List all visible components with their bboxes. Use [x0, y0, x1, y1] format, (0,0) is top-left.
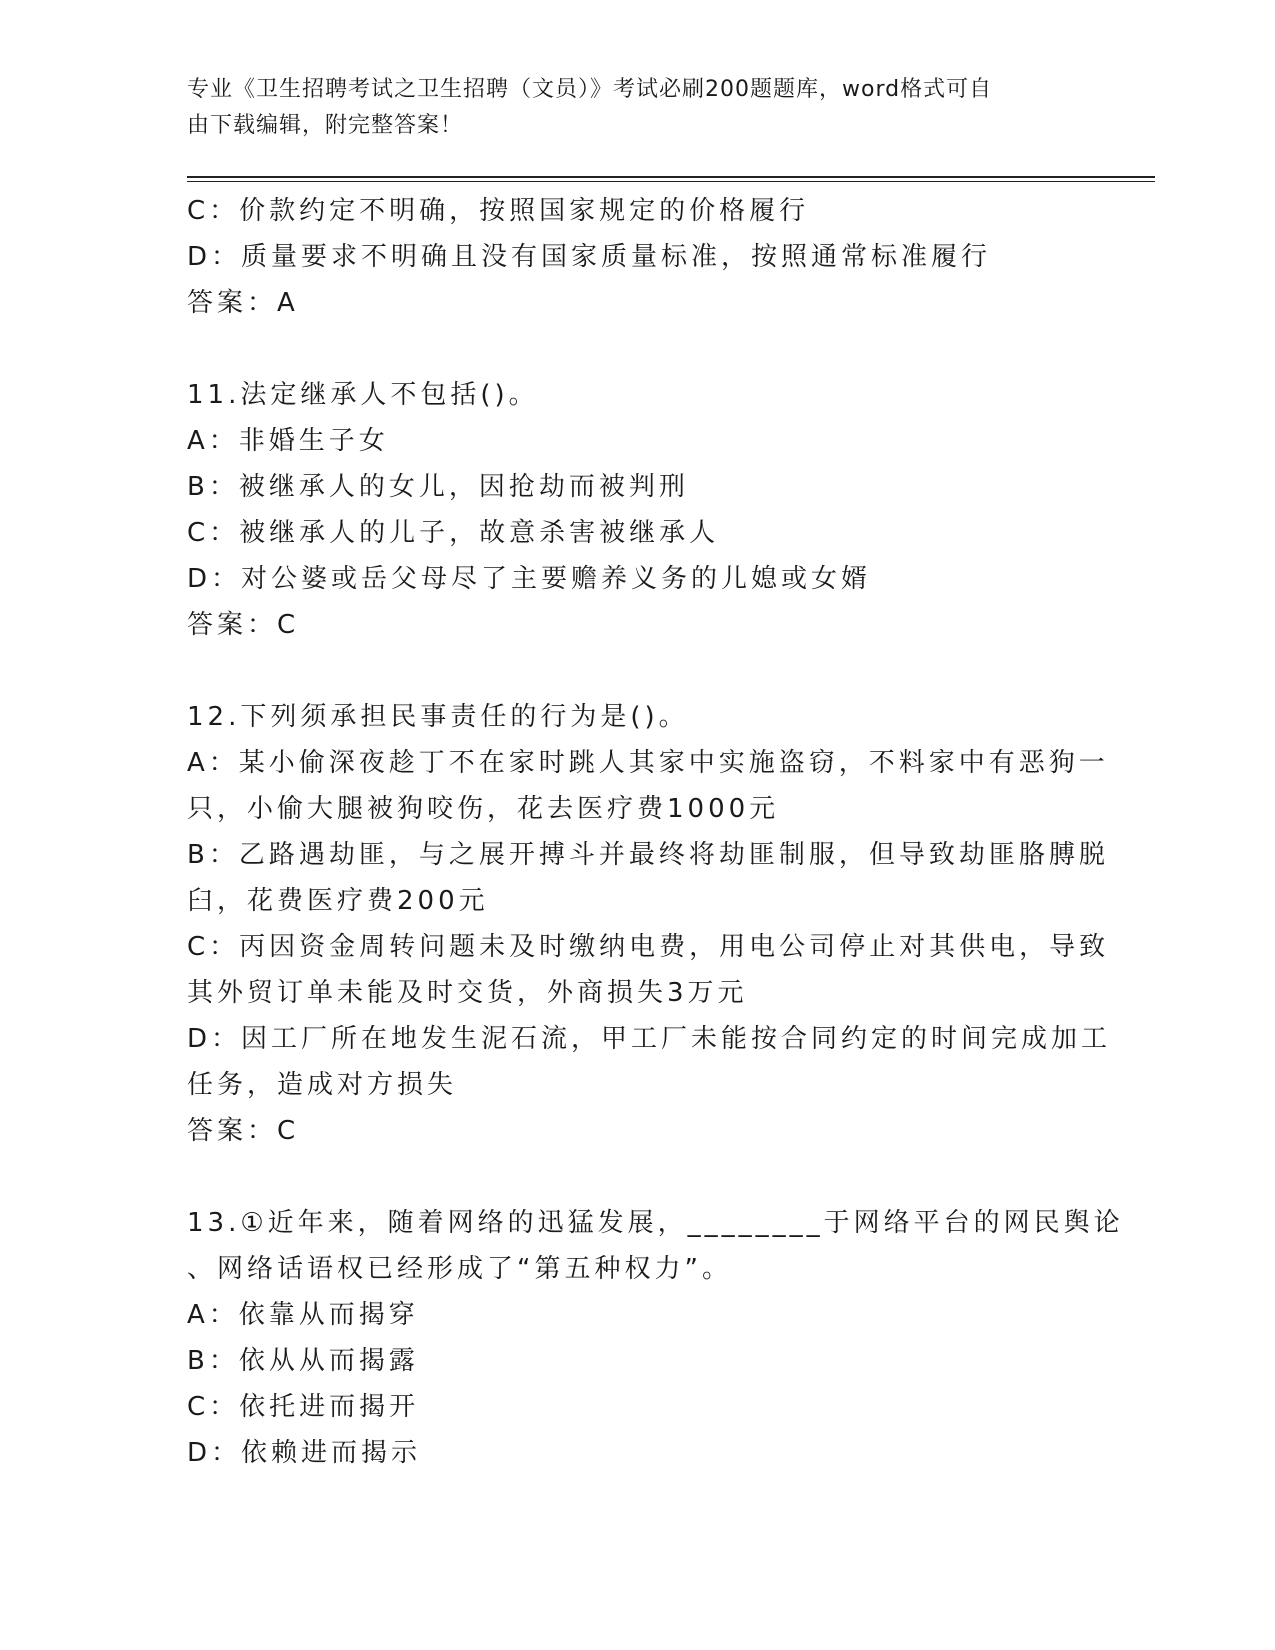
q11-option-a: A：非婚生子女 [187, 426, 389, 456]
question-content [187, 188, 1124, 1476]
q12-option-c-line-1: C：丙因资金周转问题未及时缴纳电费，用电公司停止对其供电，导致 [187, 932, 1110, 962]
q10-answer: 答案：A [187, 288, 299, 318]
spacer [187, 326, 1087, 372]
q13-option-d: D：依赖进而揭示 [187, 1438, 422, 1468]
spacer [187, 648, 1087, 694]
question-10-tail [187, 188, 1087, 326]
q12-option-b-line-1: B：乙路遇劫匪，与之展开搏斗并最终将劫匪制服，但导致劫匪胳膊脱 [187, 840, 1109, 870]
q12-option-b-line-2: 臼，花费医疗费200元 [187, 886, 489, 916]
q13-option-b: B：依从从而揭露 [187, 1346, 419, 1376]
q12-option-c-line-2: 其外贸订单未能及时交货，外商损失3万元 [187, 978, 748, 1008]
q13-stem-line-2: 、网络话语权已经形成了“第五种权力”。 [187, 1254, 732, 1284]
q11-answer: 答案：C [187, 610, 300, 640]
q12-answer: 答案：C [187, 1116, 300, 1146]
header-divider [187, 176, 1155, 182]
q10-option-c: C：价款约定不明确，按照国家规定的价格履行 [187, 196, 810, 226]
q12-stem: 12.下列须承担民事责任的行为是()。 [187, 702, 689, 732]
q11-option-c: C：被继承人的儿子，故意杀害被继承人 [187, 518, 720, 548]
question-11 [187, 372, 1087, 648]
question-13 [187, 1200, 1124, 1476]
q12-option-a-line-2: 只，小偷大腿被狗咬伤，花去医疗费1000元 [187, 794, 780, 824]
header-title-line-1: 专业《卫生招聘考试之卫生招聘（文员）》考试必刷200题题库，word格式可自 [187, 77, 993, 102]
q13-option-c: C：依托进而揭开 [187, 1392, 420, 1422]
q10-option-d: D：质量要求不明确且没有国家质量标准，按照通常标准履行 [187, 242, 992, 272]
spacer [187, 1154, 1087, 1200]
question-12 [187, 694, 1112, 1154]
document-header [187, 72, 1067, 144]
q11-option-b: B：被继承人的女儿，因抢劫而被判刑 [187, 472, 689, 502]
q13-option-a: A：依靠从而揭穿 [187, 1300, 419, 1330]
q11-stem: 11.法定继承人不包括()。 [187, 380, 539, 410]
q12-option-d-line-1: D：因工厂所在地发生泥石流，甲工厂未能按合同约定的时间完成加工 [187, 1024, 1112, 1054]
q11-option-d: D：对公婆或岳父母尽了主要赡养义务的儿媳或女婿 [187, 564, 872, 594]
q12-option-a-line-1: A：某小偷深夜趁丁不在家时跳人其家中实施盗窃，不料家中有恶狗一 [187, 748, 1109, 778]
q13-stem-line-1: 13.①近年来，随着网络的迅猛发展，________于网络平台的网民舆论 [187, 1208, 1124, 1238]
q12-option-d-line-2: 任务，造成对方损失 [187, 1070, 458, 1100]
header-title-line-2: 由下载编辑，附完整答案！ [187, 113, 464, 138]
